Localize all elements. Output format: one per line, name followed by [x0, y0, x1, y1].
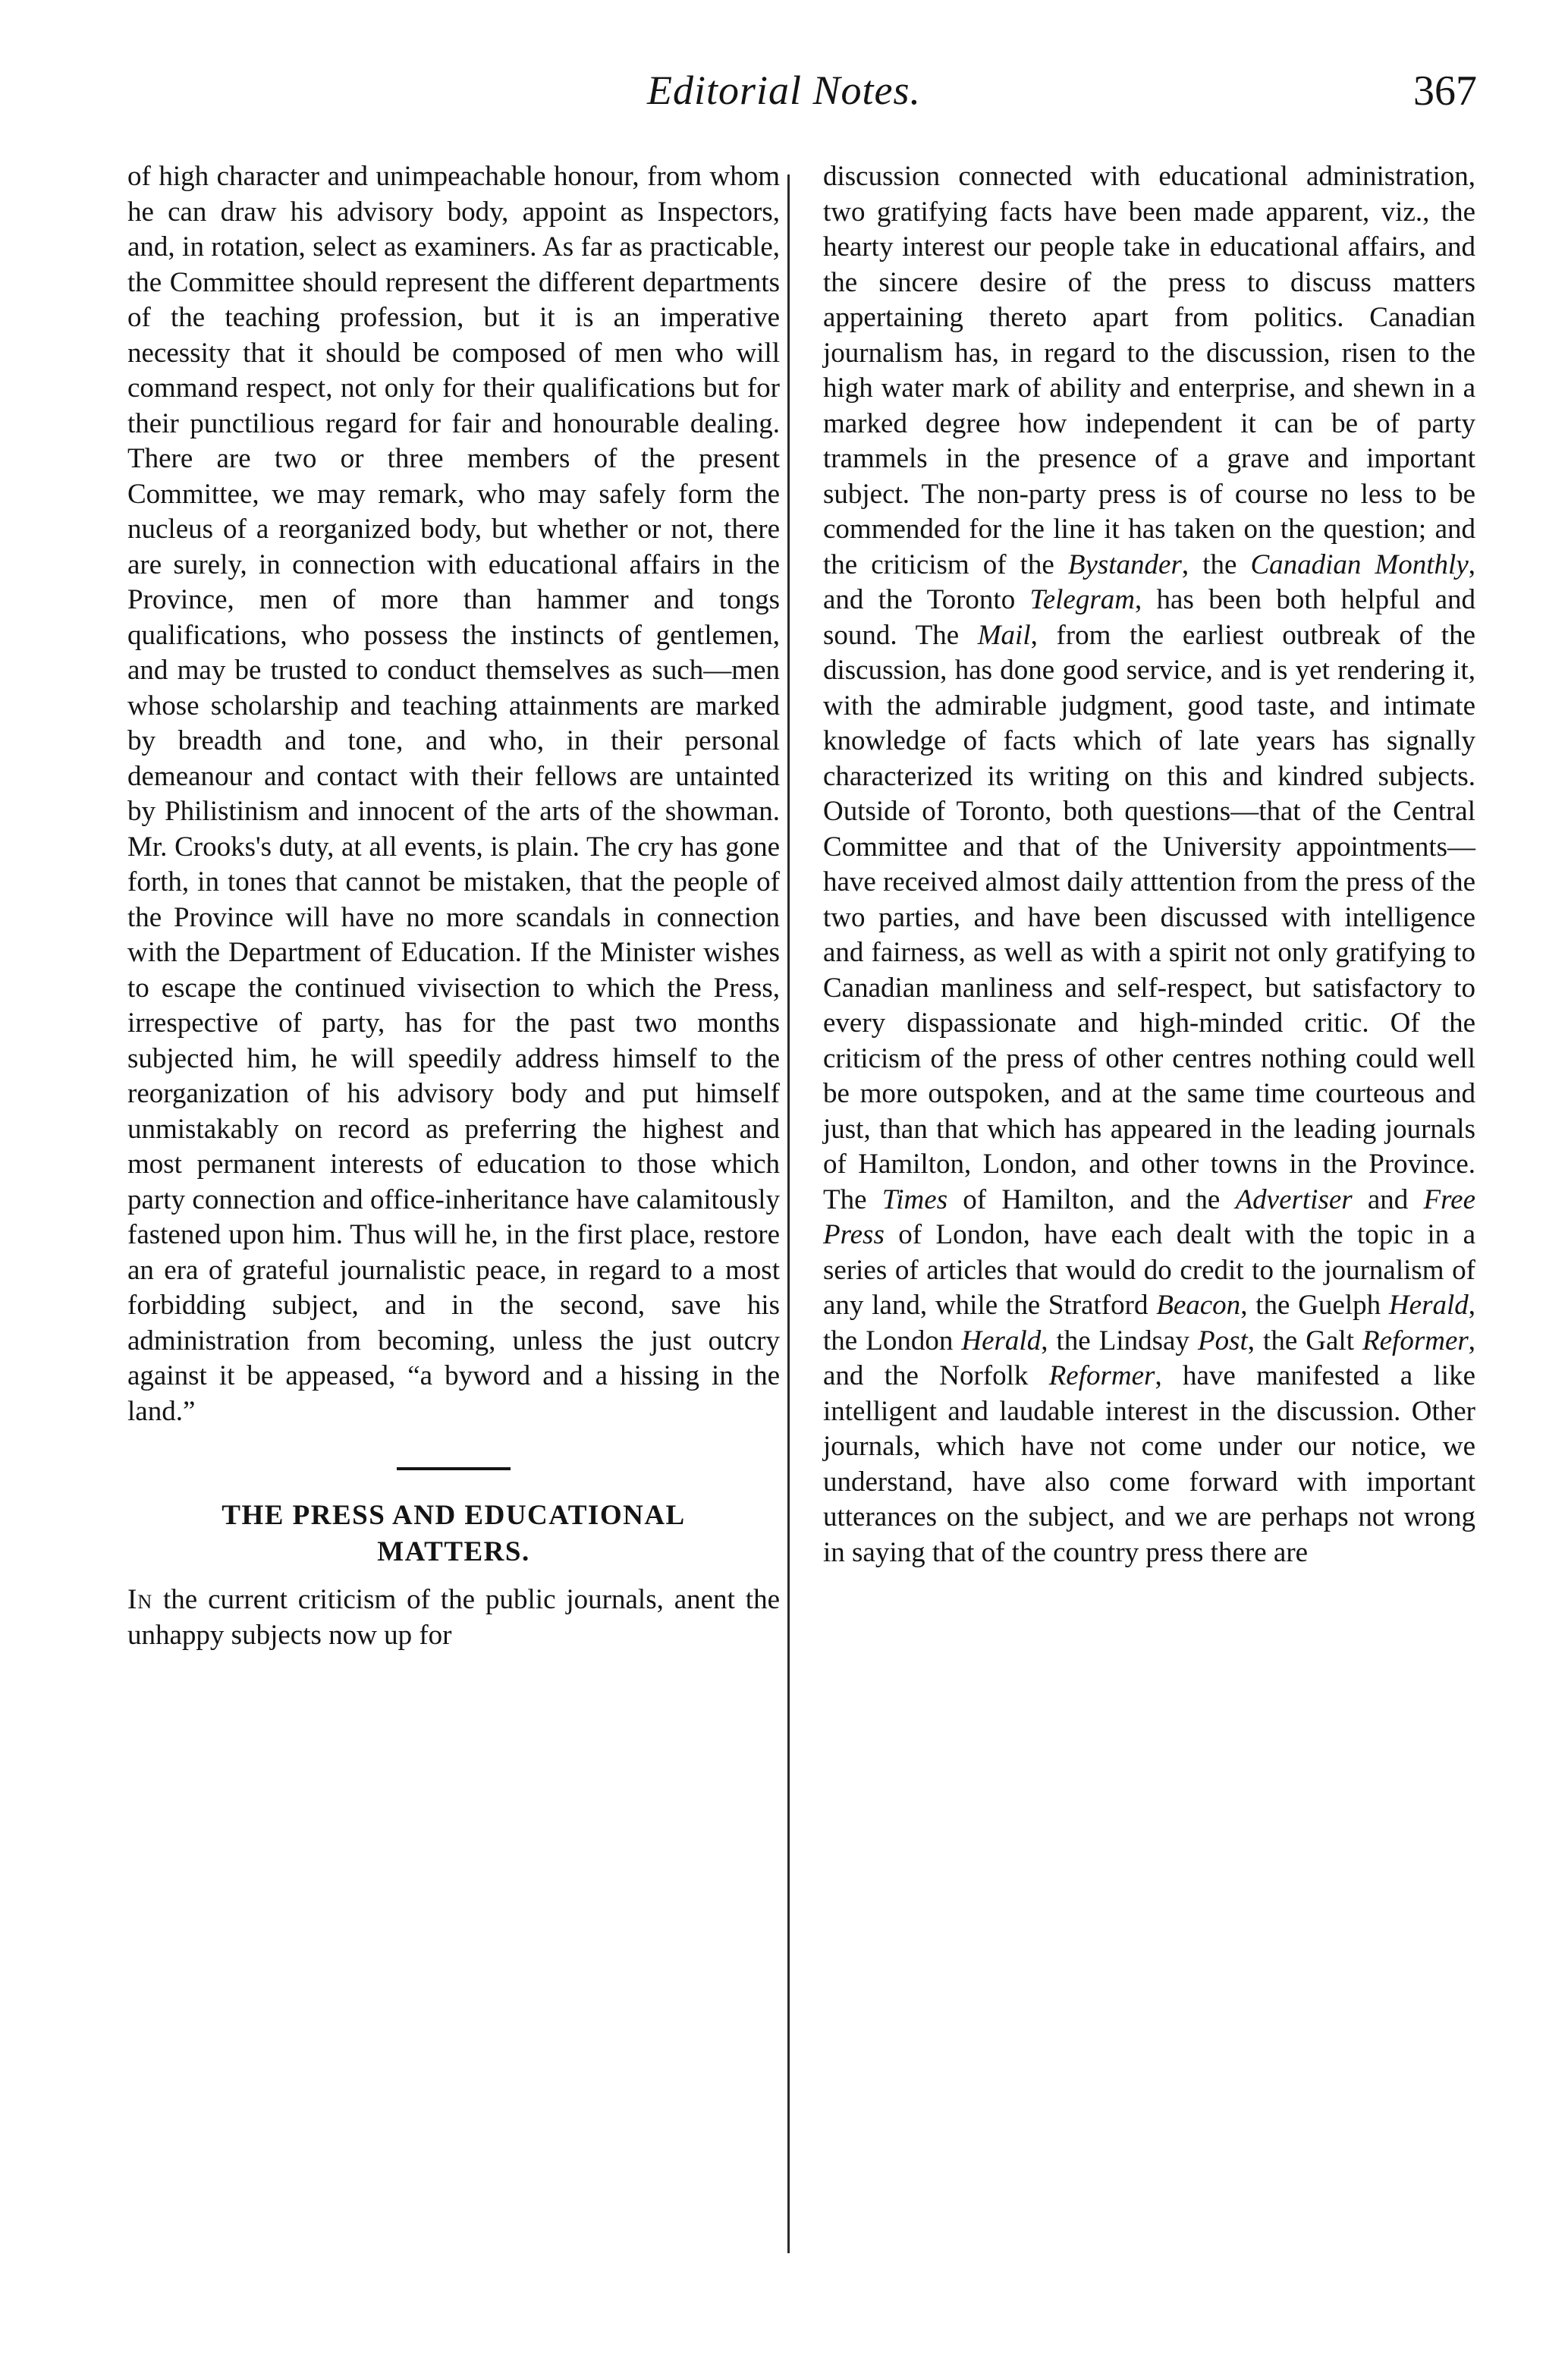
continued-paragraph: of high character and unimpeachable honour, from whom he can draw his advisory body, appoint as Inspectors, and, in rotation, select as examiners. As far as practicable, the Committee should represent the different departments of the teaching profession, but it is an imperative necessity that it should be composed of men who will command respect, not only for their qualifications but for their punctilious regard for fair and honourable dealing. There are two or three members of the present Committee, we may remark, who may safely form the nucleus of a reorganized body, but whether or not, there are surely, in connection with educational affairs in the Province, men of more than hammer and tongs qualifications, who possess the instincts of gentlemen, and may be trusted to conduct themselves as such—men whose scholarship and teaching attainments are marked by breadth and tone, and who, in their personal demeanour and contact with their fellows are untainted by Philistinism and innocent of the arts of the showman. Mr. Crooks's duty, at all events, is plain. The cry has gone forth, in tones that cannot be mistaken, that the people of the Province will have no more scandals in connection with the Department of Education. If the Minister wishes to escape the continued vivisection to which the Press, irrespective of party, has for the past two months subjected him, he will speedily address himself to the reorganization of his advisory body and put himself unmistakably on record as preferring the highest and most permanent interests of education to those which party connection and office-inheritance have calamitously fastened upon him. Thus will he, in the first place, restore an era of grateful journalistic peace, in regard to a most forbidding subject, and in the second, save his administration from becoming, unless the just outcry against it be appeased, “a byword and a hissing in the land.”: [127, 161, 780, 1427]
publication-title: Advertiser: [1235, 1183, 1353, 1215]
left-column: [127, 159, 780, 1653]
page-number: 367: [1413, 68, 1477, 115]
running-head: [0, 67, 1568, 127]
publication-title: Reformer: [1048, 1360, 1155, 1391]
publication-title: Telegram: [1029, 584, 1135, 615]
text-run: , the: [1181, 548, 1251, 580]
publication-title: Beacon: [1156, 1290, 1241, 1321]
text-run: , the Galt: [1247, 1325, 1363, 1356]
publication-title: Free Press: [823, 1183, 1475, 1250]
section-heading-line-2: MATTERS.: [377, 1536, 530, 1567]
section-divider-rule: [397, 1467, 511, 1470]
section-opening-paragraph: [127, 1583, 780, 1653]
text-run: , the Guelph: [1240, 1290, 1389, 1321]
publication-title: Reformer: [1362, 1325, 1469, 1356]
text-run: , has been both helpful and sound. The: [823, 584, 1476, 651]
text-run: , and the Norfolk: [823, 1325, 1476, 1391]
text-run: , the Lindsay: [1041, 1325, 1198, 1356]
publication-title: Post: [1197, 1325, 1248, 1356]
text-run: , the London: [823, 1290, 1475, 1356]
publication-title: Bystander: [1067, 548, 1182, 580]
text-run: , have manifested a like intelligent and laudable interest in the discussion. Other journals, which have not come under our notice, we understand, have also come forward with important utterances on the subject, and we are perhaps not wrong in saying that of the country press there are: [823, 1360, 1475, 1568]
running-title: Editorial Notes.: [646, 68, 921, 113]
text-run: of Hamilton, and the: [947, 1183, 1236, 1215]
column-divider: [787, 174, 790, 2253]
opening-paragraph-text: the current criticism of the public journals, anent the unhappy subjects now up for: [127, 1584, 780, 1651]
text-run: of London, have each dealt with the topic in a series of articles that would do credit to the journalism of any land, while the Stratford: [823, 1219, 1475, 1321]
right-column-paragraph: [823, 159, 1475, 1570]
section-heading-line-1: THE PRESS AND EDUCATIONAL: [222, 1500, 686, 1531]
text-run: and: [1352, 1183, 1424, 1215]
publication-title: Times: [881, 1183, 948, 1215]
section-heading: [127, 1498, 780, 1570]
right-column: [823, 159, 1475, 1570]
publication-title: Mail: [977, 619, 1031, 651]
publication-title: Herald: [1388, 1290, 1469, 1321]
publication-title: Herald: [961, 1325, 1042, 1356]
opening-word: In: [127, 1584, 153, 1615]
text-run: , and the Toronto: [823, 548, 1475, 615]
text-run: discussion connected with educational administration, two gratifying facts have been made apparent, viz., the hearty interest our people take in educational affairs, and the sincere desire of the press to discuss matters appertaining thereto apart from politics. Canadian journalism has, in regard to the discussion, risen to the high water mark of ability and enterprise, and shewn in a marked degree how independent it can be of party trammels in the presence of a grave and important subject. The non-party press is of course no less to be commended for the line it has taken on the question; and the criticism of the: [823, 161, 1475, 580]
publication-title: Canadian Monthly: [1250, 548, 1469, 580]
text-run: , from the earliest outbreak of the discussion, has done good service, and is yet rendering it, with the admirable judgment, good taste, and intimate knowledge of facts which of late years has signally characterized its writing on this and kindred subjects. Outside of Toronto, both questions—that of the Central Committee and that of the University appointments—have received almost daily atttention from the press of the two parties, and have been discussed with intelligence and fairness, as well as with a spirit not only gratifying to Canadian manliness and self-respect, but satisfactory to every dispassionate and high-minded critic. Of the criticism of the press of other centres nothing could well be more outspoken, and at the same time courteous and just, than that which has appeared in the leading journals of Hamilton, London, and other towns in the Province. The: [823, 619, 1475, 1215]
